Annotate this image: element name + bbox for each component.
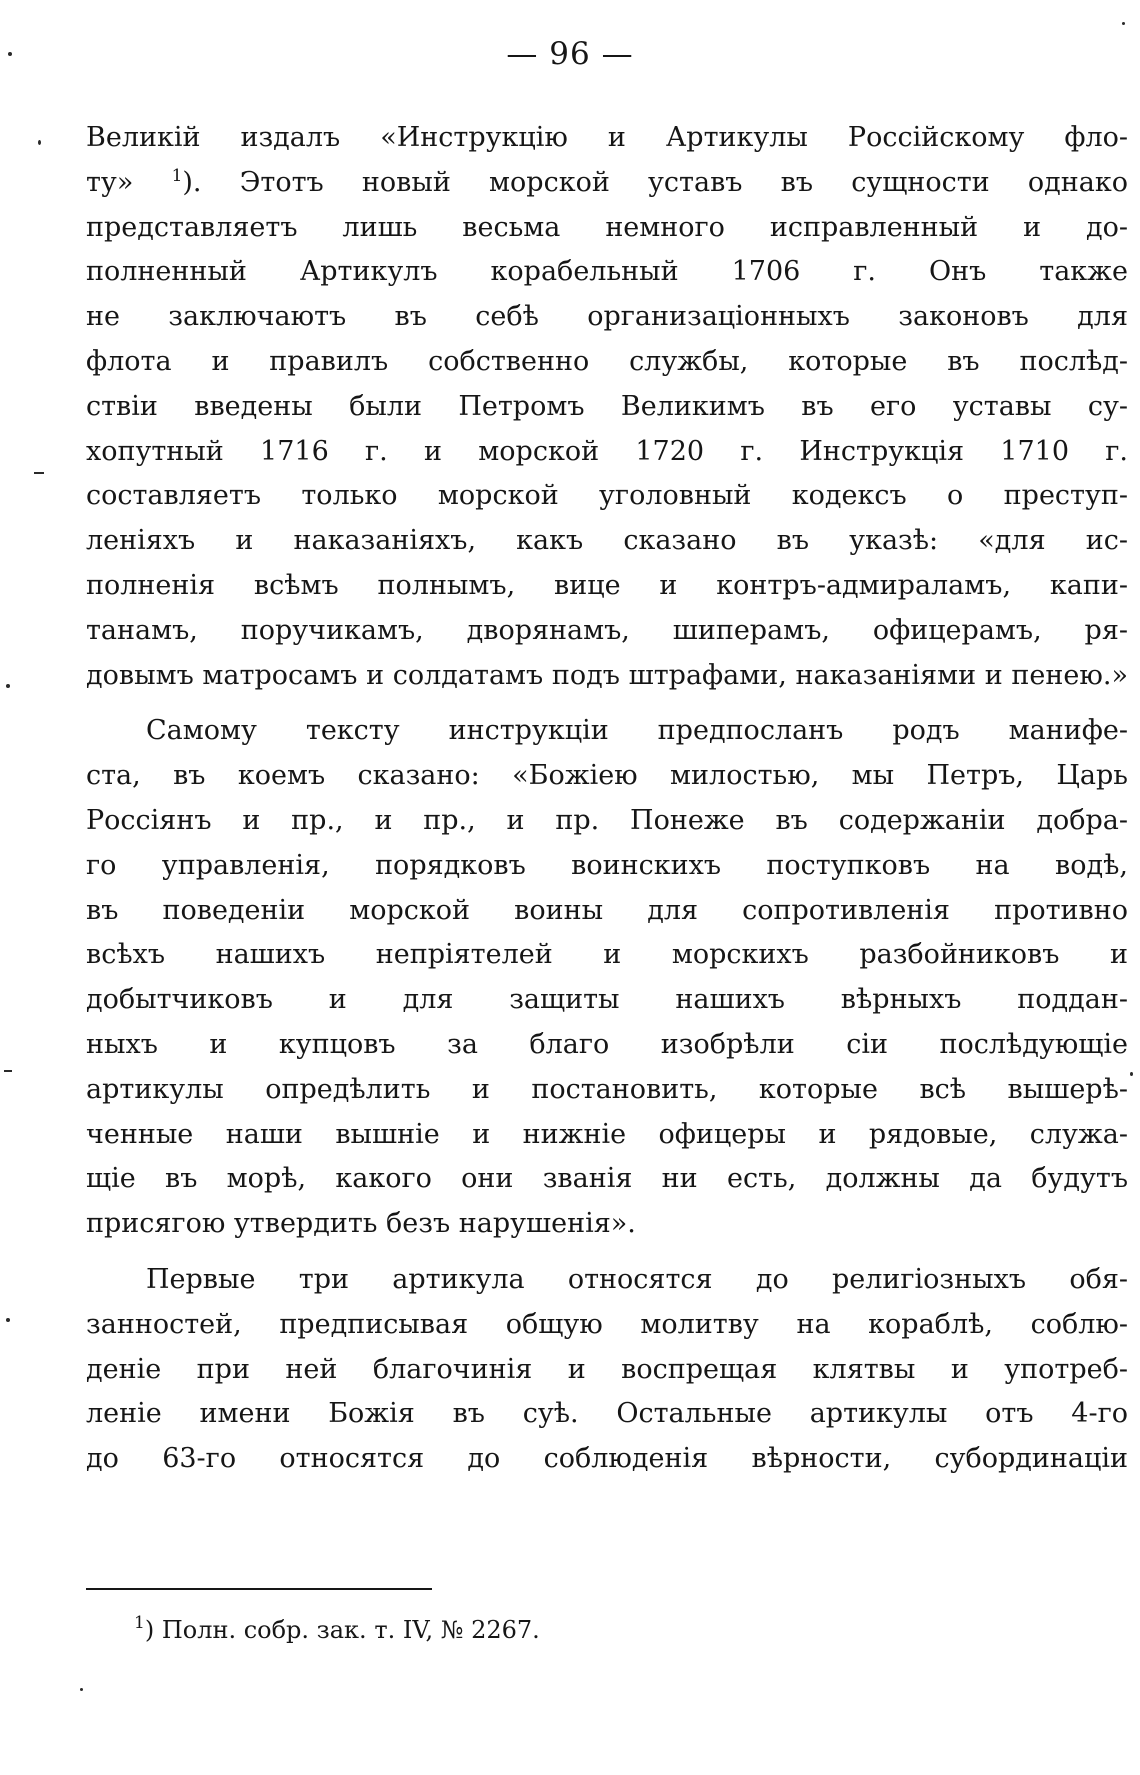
text-line: всѣхъ нашихъ непріятелей и морскихъ разбойниковъ и bbox=[86, 939, 1128, 971]
scan-speck bbox=[38, 140, 41, 145]
text-line: леніе имени Божія въ суѣ. Остальные артикулы отъ 4-го bbox=[86, 1398, 1128, 1430]
text-line: ныхъ и купцовъ за благо изобрѣли сіи послѣдующіе bbox=[86, 1028, 1128, 1060]
footnote-ref: 1 bbox=[171, 165, 183, 186]
scan-speck bbox=[6, 1318, 10, 1322]
text-line: ста, въ коемъ сказано: «Божіею милостью, мы Петръ, Царь bbox=[86, 760, 1128, 792]
text-line: ченные наши вышніе и нижніе офицеры и рядовые, служа- bbox=[86, 1118, 1128, 1150]
text-line: деніе при ней благочинія и воспрещая клятвы и употреб- bbox=[86, 1353, 1128, 1385]
text-line: полненія всѣмъ полнымъ, вице и контръ-адмираламъ, капи- bbox=[86, 569, 1128, 601]
text-line: не заключаютъ въ себѣ организаціонныхъ законовъ для bbox=[86, 301, 1128, 333]
footnote bbox=[134, 1610, 540, 1650]
footnote-rule bbox=[86, 1588, 432, 1590]
text-line: Самому тексту инструкціи предпосланъ родъ манифе- bbox=[146, 715, 1128, 747]
text-line: добытчиковъ и для защиты нашихъ вѣрныхъ поддан- bbox=[86, 984, 1128, 1016]
text-line: танамъ, поручикамъ, дворянамъ, шиперамъ, офицерамъ, ря- bbox=[86, 614, 1128, 646]
text-line: флота и правилъ собственно службы, которые въ послѣд- bbox=[86, 345, 1128, 377]
footnote-text: ) Полн. собр. зак. т. IV, № 2267. bbox=[144, 1616, 540, 1644]
scan-speck bbox=[34, 472, 44, 474]
page-number: — 96 — bbox=[506, 36, 634, 72]
text-line: хопутный 1716 г. и морской 1720 г. Инструкція 1710 г. bbox=[86, 435, 1128, 467]
text-line: леніяхъ и наказаніяхъ, какъ сказано въ указѣ: «для ис- bbox=[86, 525, 1128, 557]
text-line: занностей, предписывая общую молитву на кораблѣ, соблю- bbox=[86, 1308, 1128, 1340]
scan-speck bbox=[1130, 1072, 1133, 1076]
text-line: присягою утвердить безъ нарушенія». bbox=[86, 1208, 636, 1240]
scan-speck bbox=[8, 52, 12, 56]
text-line: полненный Артикулъ корабельный 1706 г. Онъ также bbox=[86, 256, 1128, 288]
text-fragment: ). Этотъ новый морской уставъ въ сущности однако bbox=[182, 166, 1128, 198]
text-line: ствіи введены были Петромъ Великимъ въ его уставы су- bbox=[86, 390, 1128, 422]
text-line: Россіянъ и пр., и пр., и пр. Понеже въ содержаніи добра- bbox=[86, 804, 1128, 836]
text-line bbox=[86, 161, 1128, 206]
text-line: го управленія, порядковъ воинскихъ поступковъ на водѣ, bbox=[86, 849, 1128, 881]
text-line: представляетъ лишь весьма немного исправленный и до- bbox=[86, 211, 1128, 243]
text-line: щіе въ морѣ, какого они званія ни есть, должны да будутъ bbox=[86, 1163, 1128, 1195]
scan-speck bbox=[80, 1688, 83, 1691]
footnote-marker: 1 bbox=[134, 1613, 145, 1633]
text-line: артикулы опредѣлить и постановить, которые всѣ вышерѣ- bbox=[86, 1073, 1128, 1105]
text-line: Великій издалъ «Инструкцію и Артикулы Россійскому фло- bbox=[86, 122, 1128, 153]
text-line: довымъ матросамъ и солдатамъ подъ штрафами, наказаніями и пенею.» bbox=[86, 659, 1128, 691]
text-line: до 63-го относятся до соблюденія вѣрности, субординаціи bbox=[86, 1443, 1128, 1475]
paragraph-gap bbox=[86, 1247, 1128, 1258]
text-line: Первые три артикула относятся до религіозныхъ обя- bbox=[146, 1263, 1128, 1295]
body-text bbox=[86, 116, 1128, 1482]
scan-speck bbox=[1122, 22, 1125, 25]
paragraph-gap bbox=[86, 698, 1128, 709]
text-fragment: ту» bbox=[86, 166, 134, 198]
scan-speck bbox=[4, 1070, 12, 1072]
scan-speck bbox=[6, 684, 10, 688]
text-line: составляетъ только морской уголовный кодексъ о преступ- bbox=[86, 480, 1128, 512]
text-line: въ поведеніи морской воины для сопротивленія противно bbox=[86, 894, 1128, 926]
